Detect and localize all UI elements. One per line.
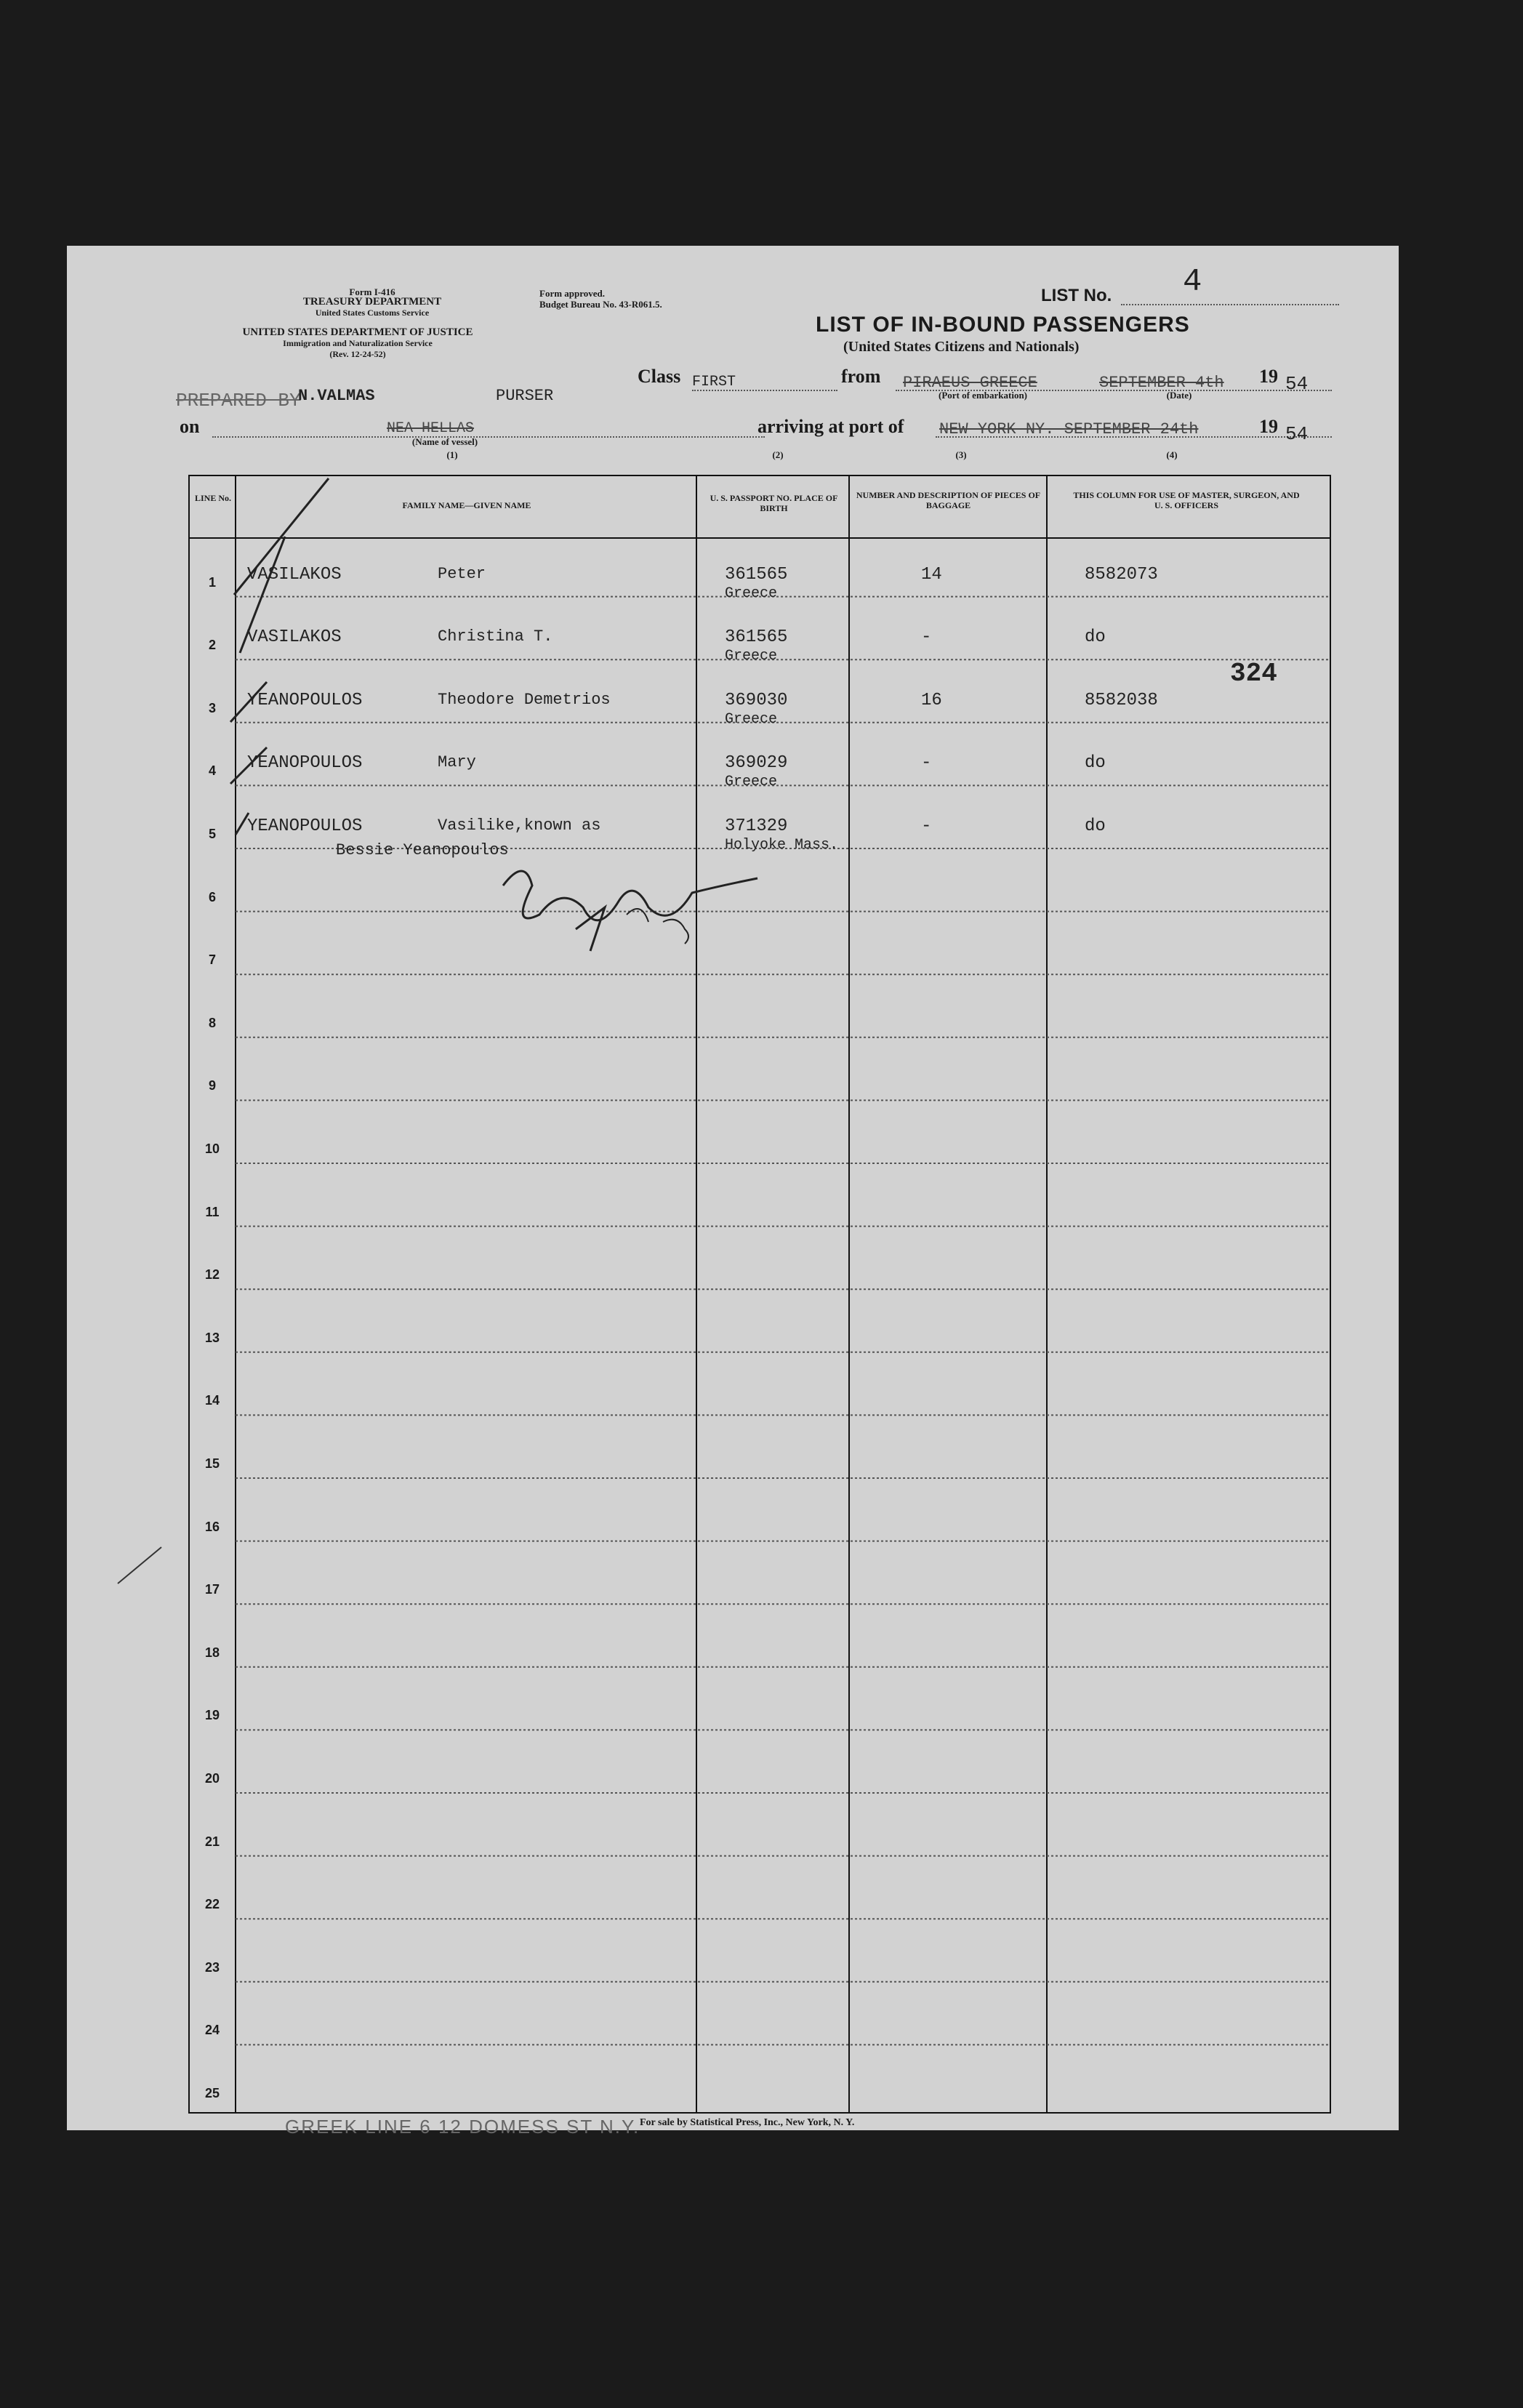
arriving-label: arriving at port of	[758, 416, 904, 437]
given-name: Vasilike,known as	[438, 816, 601, 835]
officer-entry: do	[1085, 816, 1106, 836]
given-name: Christina T.	[438, 627, 553, 646]
embark-caption: (Port of embarkation)	[938, 390, 1028, 401]
row-number: 3	[208, 700, 216, 715]
row-number: 9	[208, 1078, 216, 1093]
class-value: FIRST	[692, 374, 736, 390]
family-name: YEANOPOULOS	[247, 690, 363, 710]
baggage: 16	[921, 690, 942, 710]
place-of-birth: Holyoke Mass.	[725, 837, 839, 854]
passport-number: 361565	[725, 627, 788, 648]
baggage: -	[921, 816, 932, 836]
form-approved: Form approved.	[539, 288, 606, 299]
row-number: 18	[204, 1645, 220, 1660]
year-prefix-1: 19	[1259, 366, 1278, 387]
baggage: 14	[921, 564, 942, 585]
row-number: 2	[208, 638, 216, 653]
baggage: -	[921, 627, 932, 648]
prepared-by-role: PURSER	[496, 387, 554, 405]
page-title: LIST OF IN-BOUND PASSENGERS	[816, 313, 1190, 337]
embark-date: SEPTEMBER 4th	[1099, 374, 1224, 392]
year-1: 54	[1285, 373, 1309, 395]
row-number: 22	[204, 1897, 220, 1912]
table-grid	[67, 246, 1399, 2130]
row-number: 17	[204, 1582, 220, 1597]
officer-entry: do	[1085, 627, 1106, 648]
col-header-name: FAMILY NAME—GIVEN NAME	[402, 500, 531, 510]
given-name: Mary	[438, 753, 476, 772]
vessel-caption: (Name of vessel)	[411, 436, 478, 447]
col-num-4: (4)	[1166, 449, 1178, 460]
family-name: VASILAKOS	[247, 564, 342, 585]
row-number: 14	[204, 1393, 220, 1408]
passport-number: 371329	[725, 816, 788, 836]
col-header-baggage: NUMBER AND DESCRIPTION OF PIECES OF BAGGAGE	[856, 490, 1041, 510]
family-name: YEANOPOULOS	[247, 816, 363, 836]
row-number: 20	[204, 1771, 220, 1786]
place-of-birth: Greece	[725, 774, 778, 791]
passport-number: 361565	[725, 564, 788, 585]
footer-stamp: GREEK LINE 6 12 DOMESS ST N.Y.	[285, 2116, 640, 2138]
vessel-name: NEA HELLAS	[387, 420, 475, 437]
from-label: from	[841, 366, 881, 387]
row-number: 16	[204, 1519, 220, 1534]
officer-entry: 8582073	[1085, 564, 1158, 585]
col-num-1: (1)	[446, 449, 458, 460]
row-number: 21	[204, 1834, 220, 1849]
row-number: 11	[205, 1204, 220, 1219]
ins-service: Immigration and Naturalization Service	[283, 338, 433, 348]
place-of-birth: Greece	[725, 710, 778, 728]
col-header-officers: THIS COLUMN FOR USE OF MASTER, SURGEON, AND U. S. OFFICERS	[1073, 490, 1300, 510]
officer-entry: 8582038	[1085, 690, 1158, 710]
row-number: 25	[204, 2086, 220, 2100]
given-name: Theodore Demetrios	[438, 690, 611, 709]
place-of-birth: Greece	[725, 648, 778, 665]
year-2: 54	[1285, 423, 1309, 445]
family-name: VASILAKOS	[247, 627, 342, 648]
arrival-value: NEW YORK NY. SEPTEMBER 24th	[939, 420, 1199, 438]
row-number: 24	[204, 2023, 220, 2038]
prepared-by-label: PREPARED BY	[176, 390, 301, 412]
col-num-3: (3)	[955, 449, 967, 460]
col-num-2: (2)	[772, 449, 784, 460]
passport-number: 369029	[725, 753, 788, 774]
revision: (Rev. 12-24-52)	[329, 349, 386, 359]
on-label: on	[180, 416, 200, 437]
footer-press: For sale by Statistical Press, Inc., New York, N. Y.	[640, 2117, 855, 2128]
row-number: 5	[208, 827, 216, 841]
row-number: 13	[204, 1330, 220, 1345]
row-number: 10	[204, 1141, 220, 1156]
list-extra-number: 324	[1230, 659, 1277, 689]
row-number: 15	[204, 1456, 220, 1471]
page-subtitle: (United States Citizens and Nationals)	[843, 339, 1080, 355]
row-number: 23	[204, 1959, 220, 1975]
row-number: 12	[204, 1267, 220, 1283]
passport-number: 369030	[725, 690, 788, 710]
given-name: Peter	[438, 564, 486, 583]
form-number: Form I-416	[349, 286, 395, 297]
manifest-sheet	[67, 246, 1399, 2138]
class-label: Class	[638, 366, 681, 387]
row-number: 6	[208, 889, 216, 904]
prepared-by-name: N.VALMAS	[298, 387, 375, 405]
family-name: YEANOPOULOS	[247, 753, 363, 774]
given-name-continued: Bessie Yeanopoulos	[336, 841, 509, 859]
row-number: 19	[204, 1708, 220, 1723]
list-number: 4	[1183, 264, 1202, 300]
row-number: 4	[208, 763, 216, 779]
row-number: 1	[208, 574, 216, 590]
row-number: 8	[208, 1015, 216, 1030]
justice-dept: UNITED STATES DEPARTMENT OF JUSTICE	[242, 326, 473, 338]
date-caption: (Date)	[1166, 390, 1192, 401]
baggage: -	[921, 753, 932, 774]
officer-entry: do	[1085, 753, 1106, 774]
col-header-line: LINE No.	[194, 493, 231, 503]
place-of-birth: Greece	[725, 585, 778, 602]
year-prefix-2: 19	[1259, 416, 1278, 437]
row-number: 7	[208, 952, 216, 968]
list-label: LIST No.	[1041, 286, 1112, 305]
treasury-dept: TREASURY DEPARTMENT	[302, 296, 442, 308]
col-header-passport: U. S. PASSPORT NO. PLACE OF BIRTH	[710, 493, 838, 513]
embark-port: PIRAEUS GREECE	[903, 374, 1037, 392]
budget-bureau: Budget Bureau No. 43-R061.5.	[539, 299, 662, 310]
customs-service: United States Customs Service	[315, 308, 430, 318]
